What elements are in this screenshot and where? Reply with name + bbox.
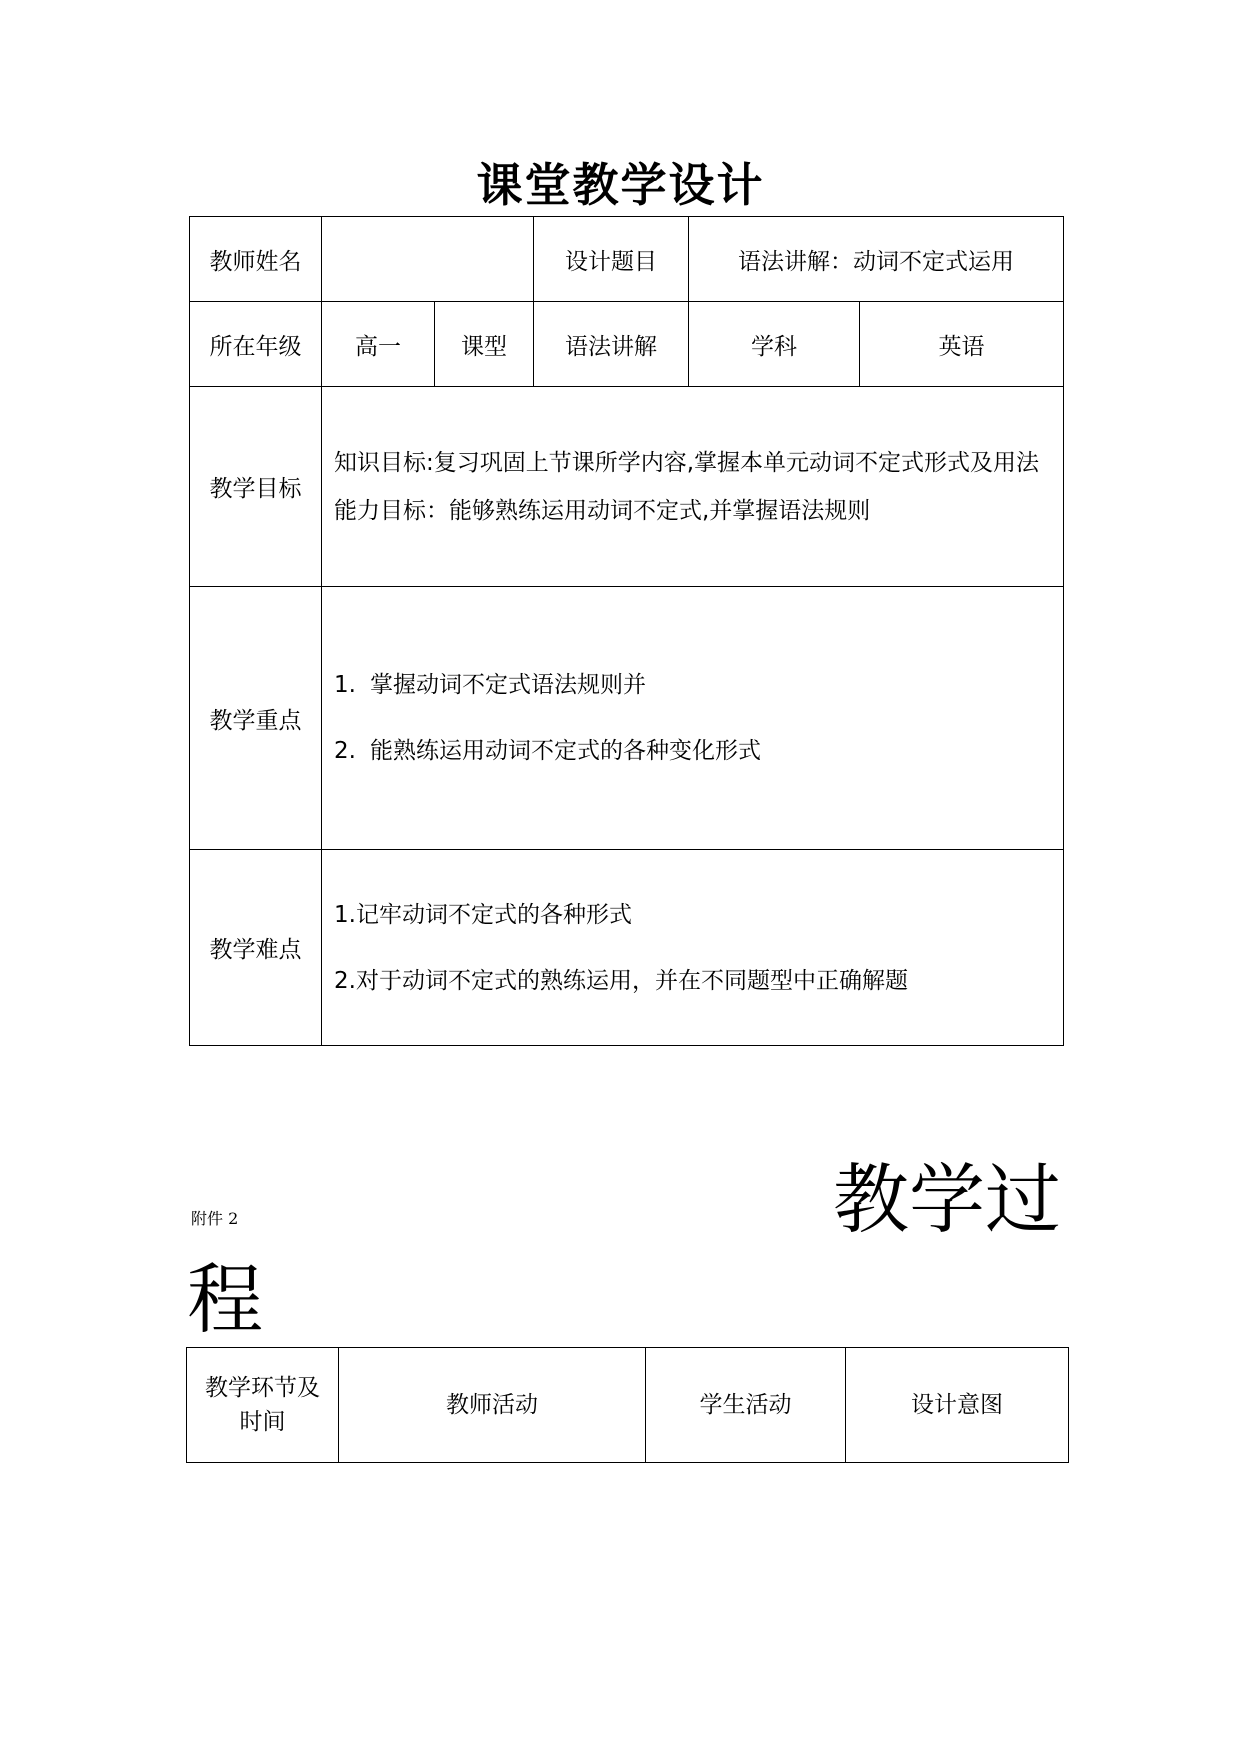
attachment-label: 附件 2 bbox=[191, 1209, 239, 1228]
list-number: 2. bbox=[334, 738, 356, 764]
objectives-content bbox=[322, 387, 1064, 587]
list-item bbox=[334, 661, 1053, 709]
lesson-info-table bbox=[189, 216, 1064, 1046]
design-topic-label: 设计题目 bbox=[534, 217, 689, 302]
column-header-stage-time bbox=[187, 1348, 339, 1463]
list-item: 2.对于动词不定式的熟练运用，并在不同题型中正确解题 bbox=[334, 967, 908, 994]
list-text: 掌握动词不定式语法规则并 bbox=[369, 672, 646, 698]
table-row bbox=[190, 387, 1064, 587]
table-row bbox=[190, 587, 1064, 850]
table-row bbox=[190, 850, 1064, 1046]
key-points-label: 教学重点 bbox=[190, 587, 322, 850]
table-row bbox=[187, 1348, 1069, 1463]
process-heading-part2: 程 bbox=[187, 1255, 263, 1344]
lesson-type-value: 语法讲解 bbox=[534, 302, 689, 387]
process-heading-part1: 教学过 bbox=[833, 1155, 1061, 1244]
column-header-teacher-activity: 教师活动 bbox=[339, 1348, 646, 1463]
ability-objective: 能力目标：能够熟练运用动词不定式,并掌握语法规则 bbox=[334, 497, 871, 524]
key-points-content bbox=[322, 587, 1064, 850]
design-topic-value: 语法讲解：动词不定式运用 bbox=[689, 217, 1064, 302]
list-text: 能熟练运用动词不定式的各种变化形式 bbox=[369, 738, 761, 764]
objectives-label: 教学目标 bbox=[190, 387, 322, 587]
subject-value: 英语 bbox=[860, 302, 1064, 387]
subject-label: 学科 bbox=[689, 302, 860, 387]
stage-time-text: 教学环节及时间 bbox=[205, 1375, 320, 1435]
knowledge-objective: 知识目标:复习巩固上节课所学内容,掌握本单元动词不定式形式及用法 bbox=[334, 449, 1040, 476]
lesson-type-label: 课型 bbox=[435, 302, 534, 387]
table-row bbox=[190, 302, 1064, 387]
list-item: 1.记牢动词不定式的各种形式 bbox=[334, 901, 632, 928]
column-header-student-activity: 学生活动 bbox=[646, 1348, 846, 1463]
column-header-design-intent: 设计意图 bbox=[846, 1348, 1069, 1463]
teacher-name-label: 教师姓名 bbox=[190, 217, 322, 302]
page-title: 课堂教学设计 bbox=[476, 158, 765, 212]
table-row bbox=[190, 217, 1064, 302]
list-number: 1. bbox=[334, 672, 356, 698]
grade-value: 高一 bbox=[322, 302, 435, 387]
teacher-name-value bbox=[322, 217, 534, 302]
grade-label: 所在年级 bbox=[190, 302, 322, 387]
teaching-process-table bbox=[186, 1347, 1069, 1463]
difficulties-content bbox=[322, 850, 1064, 1046]
difficulties-label: 教学难点 bbox=[190, 850, 322, 1046]
list-item bbox=[334, 727, 1053, 775]
